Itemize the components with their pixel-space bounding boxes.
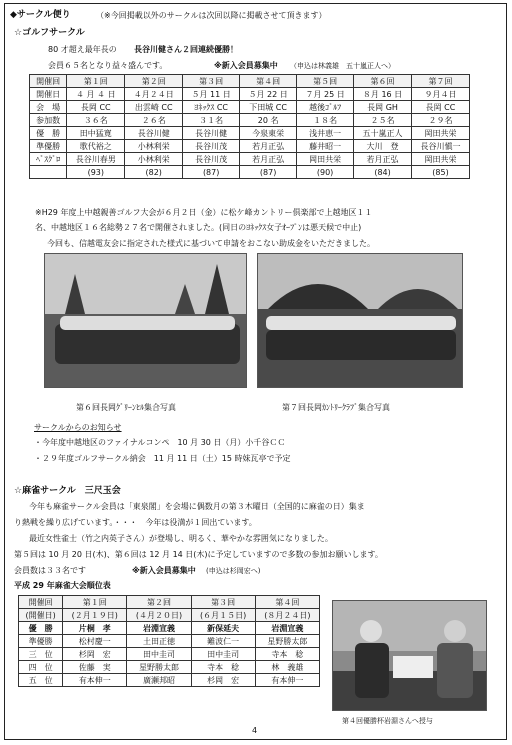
table-row [30, 114, 470, 127]
mahjong-paragraph-2: り熱戦を繰り広げています。・・・ 今年は役満が１回出ています。 [14, 518, 257, 527]
table-cell: 優 勝 [30, 127, 67, 140]
golf-group-photo-1 [44, 253, 247, 388]
table-cell: 出雲崎 CC [125, 101, 183, 114]
table-cell: 第６回 [354, 75, 412, 88]
table-cell: ８月 16 日 [354, 88, 412, 101]
table-cell: 佐藤 実 [63, 661, 127, 674]
table-cell: 長岡 CC [67, 101, 125, 114]
table-cell: 田中圭司 [191, 648, 255, 661]
table-row [30, 166, 470, 179]
table-row [30, 140, 470, 153]
mahjong-member-count: 会員数は３３名です [14, 566, 86, 575]
golf-note-2: 名、中越地区１６名総勢２７名で開催されました。(同日のﾖﾈｯｸｽ女子ｵｰﾌﾟﾝは悪天候で中止) [35, 223, 362, 232]
table-cell: (93) [67, 166, 125, 179]
golf-heading: ☆ゴルフサークル [14, 28, 85, 38]
table-cell: (87) [240, 166, 297, 179]
table-cell: 寺本 稔 [255, 648, 319, 661]
golf-notice-2: ・２９年度ゴルフサークル納会 11 月 11 日（土）15 時妹瓦亭で予定 [34, 454, 291, 463]
table-cell: ２９名 [412, 114, 470, 127]
mahjong-paragraph-1: 今年も麻雀サークル会員は「東泉閣」を会場に偶数月の第３木曜日（全国的に麻雀の日）集ま [29, 502, 365, 511]
table-row [19, 635, 320, 648]
table-cell: 林 義雄 [255, 661, 319, 674]
golf-note-1: ※H29 年度上中越親善ゴルフ大会が６月２日（金）に松ケ峰カントリー倶楽部で上越地区１１ [35, 208, 373, 217]
table-cell: 五十嵐正人 [354, 127, 412, 140]
table-cell: 準優勝 [19, 635, 63, 648]
table-cell: 第１回 [67, 75, 125, 88]
table-cell: 第２回 [127, 596, 191, 609]
table-cell: １８名 [297, 114, 354, 127]
table-cell: (90) [297, 166, 354, 179]
mahjong-recruit: ※新入会員募集中 [132, 566, 196, 575]
table-cell: 第３回 [183, 75, 240, 88]
golf-intro-a: 80 才超え最年長の [48, 45, 117, 54]
golf-note-3: 今回も、信越電友会に指定された様式に基づいて申請をおこない助成金をいただきました。 [47, 239, 375, 248]
table-cell: ７月 25 日 [297, 88, 354, 101]
table-cell: 第４回 [255, 596, 319, 609]
table-cell: (85) [412, 166, 470, 179]
table-cell: 寺本 稔 [191, 661, 255, 674]
table-cell: 有本伸一 [255, 674, 319, 687]
golf-notice-heading: サークルからのお知らせ [34, 423, 122, 432]
mahjong-paragraph-3: 最近女性雀士（竹之内英子さん）が登場し、明るく、華やかな雰囲気になりました。 [29, 534, 333, 543]
table-cell: (４月２０日) [127, 609, 191, 622]
mahjong-ranking-table [18, 595, 320, 687]
golf-intro-2: 会員６５名となり益々盛んです。 [48, 61, 168, 70]
table-cell: ３１名 [183, 114, 240, 127]
golf-recruit: ※新入会員募集中 [214, 61, 278, 70]
table-cell: 長谷川春男 [67, 153, 125, 166]
table-row [19, 661, 320, 674]
table-cell: 田中圭司 [127, 648, 191, 661]
table-cell: 長岡 CC [412, 101, 470, 114]
table-cell: 会 場 [30, 101, 67, 114]
table-cell: (開催日) [19, 609, 63, 622]
table-cell: ５月 11 日 [183, 88, 240, 101]
golf-notice-1: ・今年度中越地区のファイナルコンペ 10 月 30 日（月）小千谷ＣＣ [34, 438, 286, 447]
table-row [19, 648, 320, 661]
table-cell: 岩淵宣義 [255, 622, 319, 635]
table-cell: 開催回 [19, 596, 63, 609]
table-cell: 三 位 [19, 648, 63, 661]
table-cell: ４月２４日 [125, 88, 183, 101]
table-cell: 岡田共栄 [412, 127, 470, 140]
table-cell: (82) [125, 166, 183, 179]
page-number: 4 [252, 726, 258, 735]
table-cell: 岡田共栄 [297, 153, 354, 166]
table-cell: 歌代裕之 [67, 140, 125, 153]
table-cell: 有本伸一 [63, 674, 127, 687]
table-cell: 若月正弘 [240, 153, 297, 166]
table-row [30, 127, 470, 140]
golf-photo-1-caption: 第６回長岡ｸﾞﾘｰﾝﾋﾙ集合写真 [76, 403, 176, 412]
table-cell: 第４回 [240, 75, 297, 88]
table-cell: ﾖﾈｯｸｽ CC [183, 101, 240, 114]
table-cell: 四 位 [19, 661, 63, 674]
table-cell: ２５名 [354, 114, 412, 127]
table-cell: (８月２４日) [255, 609, 319, 622]
table-cell: 小林利栄 [125, 140, 183, 153]
table-header-row [30, 75, 470, 88]
table-cell: 杉岡 宏 [191, 674, 255, 687]
mahjong-paragraph-4: 第５回は 10 月 20 日(木)、第６回は 12 月 14 日(木)に予定していますので多数の参加お願いします。 [14, 550, 383, 559]
table-cell: (84) [354, 166, 412, 179]
table-cell: 第３回 [191, 596, 255, 609]
table-cell: 岩淵宣義 [127, 622, 191, 635]
golf-group-photo-2 [257, 253, 463, 388]
table-cell: 準優勝 [30, 140, 67, 153]
table-cell: (87) [183, 166, 240, 179]
table-cell: 参加数 [30, 114, 67, 127]
mahjong-photo-caption: 第４回優勝杯岩淵さんへ授与 [342, 717, 433, 725]
table-cell: 星野勝太郎 [255, 635, 319, 648]
golf-photo-2-caption: 第７回長岡ｶﾝﾄﾘｰｸﾗﾌﾞ集合写真 [282, 403, 390, 412]
table-cell: 20 名 [240, 114, 297, 127]
table-cell: 星野勝太郎 [127, 661, 191, 674]
table-cell: 廣瀬邦昭 [127, 674, 191, 687]
table-cell: 土田正徳 [127, 635, 191, 648]
table-cell: ３６名 [67, 114, 125, 127]
table-cell: ﾍﾞｽｸﾞﾛ [30, 153, 67, 166]
table-row [30, 88, 470, 101]
table-cell: 開催回 [30, 75, 67, 88]
section-note: （※今回掲載以外のサークルは次回以降に掲載させて頂きます） [96, 11, 327, 20]
table-cell: 長谷川茂 [183, 153, 240, 166]
table-cell: 優 勝 [19, 622, 63, 635]
table-row [19, 674, 320, 687]
table-cell: 長谷川健 [125, 127, 183, 140]
table-cell: 新保延夫 [191, 622, 255, 635]
table-cell: 片桐 孝 [63, 622, 127, 635]
table-cell: 下田城 CC [240, 101, 297, 114]
table-cell: 若月正弘 [240, 140, 297, 153]
table-cell: ２６名 [125, 114, 183, 127]
section-title: ◆サークル便り [10, 10, 71, 20]
table-row [19, 622, 320, 635]
table-header-row [19, 596, 320, 609]
table-cell: 五 位 [19, 674, 63, 687]
table-cell [30, 166, 67, 179]
table-cell: 第１回 [63, 596, 127, 609]
table-cell: 杉岡 宏 [63, 648, 127, 661]
golf-intro-b: 長谷川健さん２回連続優勝！ [134, 45, 238, 54]
table-cell: 若月正弘 [354, 153, 412, 166]
mahjong-award-photo [332, 600, 487, 711]
table-row [30, 101, 470, 114]
table-cell: 長谷川愼一 [412, 140, 470, 153]
table-cell: 長谷川健 [183, 127, 240, 140]
table-cell: 難波仁一 [191, 635, 255, 648]
table-cell: 大川 登 [354, 140, 412, 153]
table-cell: ９月４日 [412, 88, 470, 101]
mahjong-table-title: 平成 29 年麻雀大会順位表 [14, 581, 111, 590]
mahjong-heading: ☆麻雀サークル 三尺玉会 [14, 486, 121, 496]
table-cell: 第２回 [125, 75, 183, 88]
table-cell: 越後ｺﾞﾙﾌ [297, 101, 354, 114]
table-cell: ４ 月 ４ 日 [67, 88, 125, 101]
golf-recruit-note: （申込は林義雄 五十嵐正人へ） [290, 62, 395, 70]
table-cell: 長岡 GH [354, 101, 412, 114]
golf-results-table [29, 74, 470, 179]
table-cell: 開催日 [30, 88, 67, 101]
table-cell: ５月 22 日 [240, 88, 297, 101]
table-cell: 長谷川茂 [183, 140, 240, 153]
table-cell: 岡田共栄 [412, 153, 470, 166]
mahjong-recruit-note: (申込は杉岡宏へ) [206, 567, 261, 575]
table-cell: 藤井昭一 [297, 140, 354, 153]
table-cell: (２月１９日) [63, 609, 127, 622]
table-cell: 第７回 [412, 75, 470, 88]
table-cell: 松村慶一 [63, 635, 127, 648]
table-header-row [19, 609, 320, 622]
table-cell: (６月１５日) [191, 609, 255, 622]
table-cell: 小林利栄 [125, 153, 183, 166]
table-cell: 今泉東栄 [240, 127, 297, 140]
table-cell: 浅井恵一 [297, 127, 354, 140]
table-cell: 田中猛寛 [67, 127, 125, 140]
table-row [30, 153, 470, 166]
table-cell: 第５回 [297, 75, 354, 88]
